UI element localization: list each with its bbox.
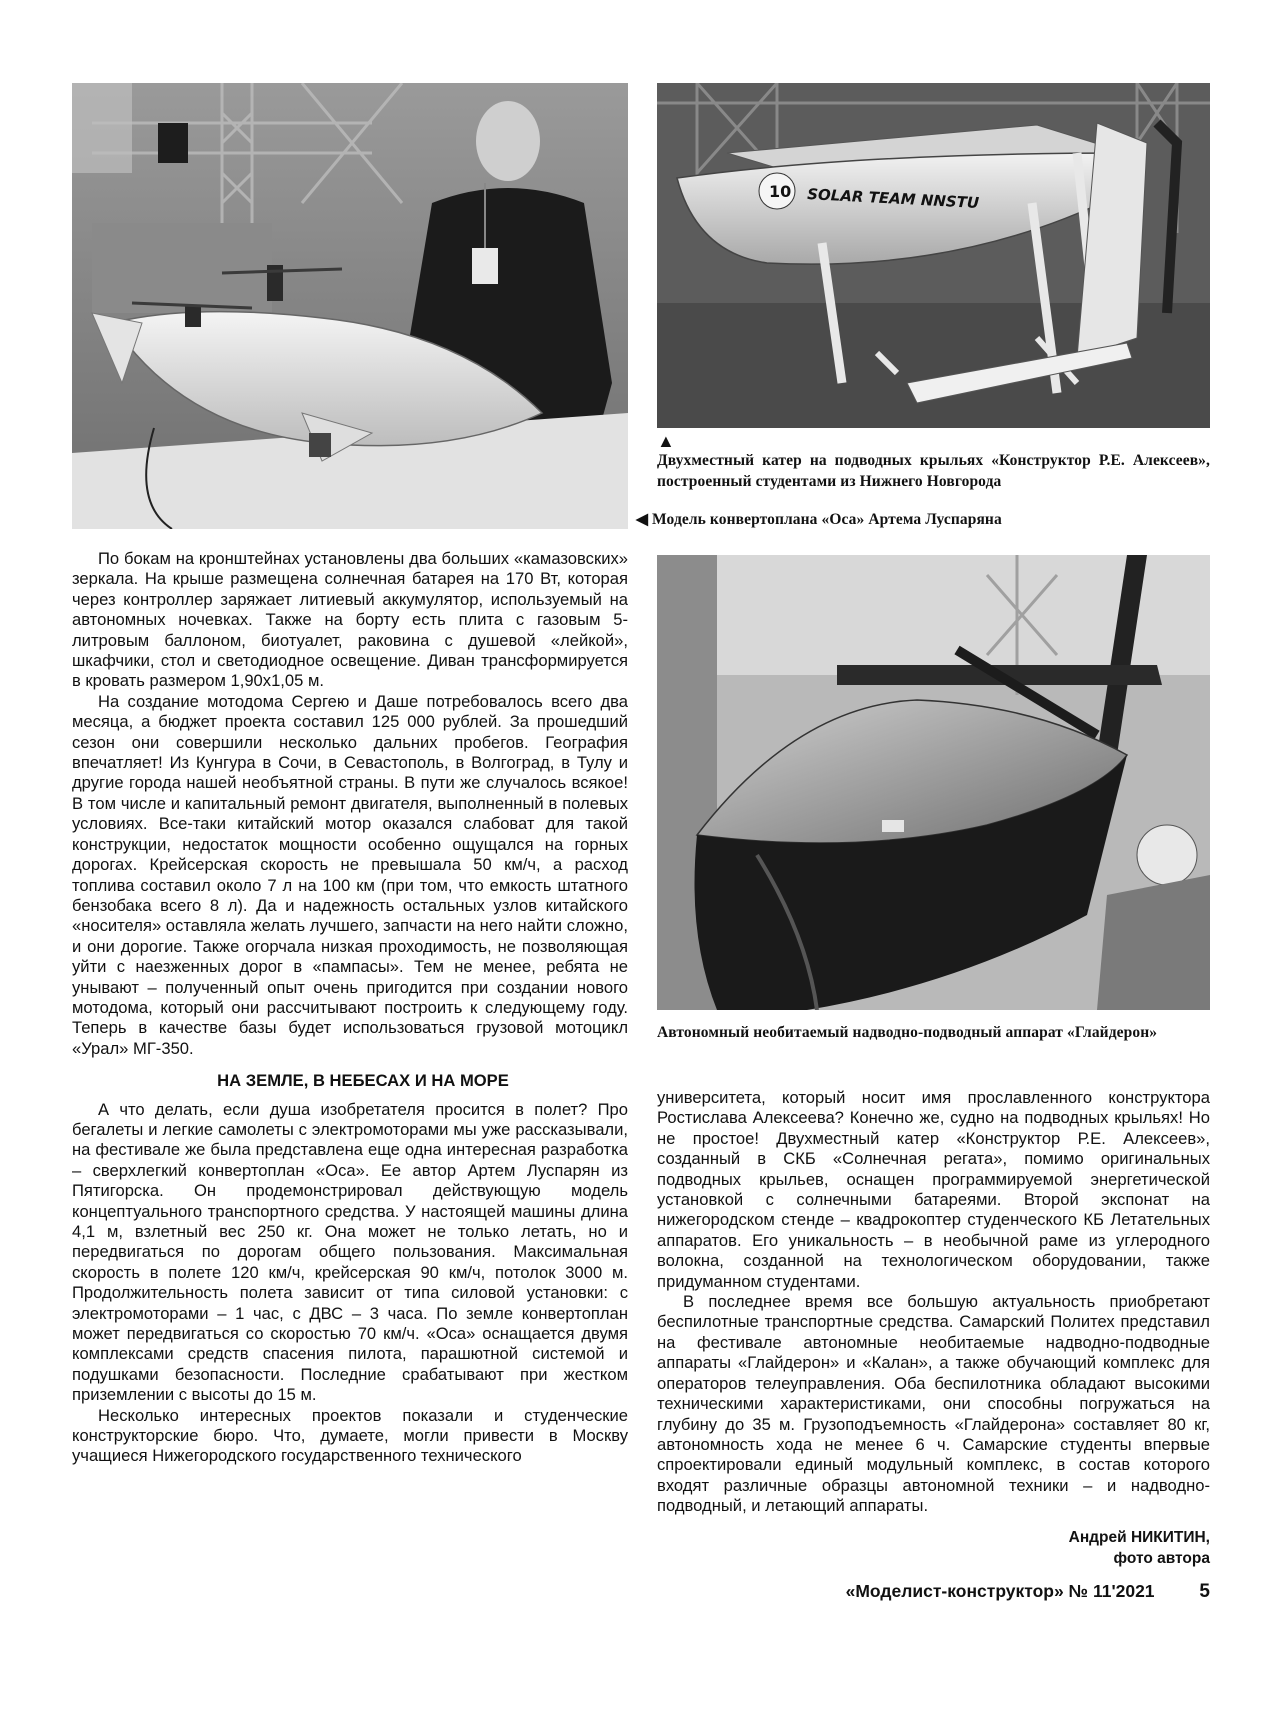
- signature: [657, 1527, 1210, 1569]
- page-number: 5: [1199, 1581, 1210, 1602]
- boat-number: 10: [769, 182, 792, 201]
- photo-credit: фото автора: [1113, 1549, 1210, 1567]
- caption-boat: [657, 432, 1210, 492]
- paragraph-camper-equipment: По бокам на кронштейнах установлены два больших «камазовских» зеркала. На крыше размещена солнечная батарея на 170 Вт, которая через контроллер заряжает литиевый аккумулятор, используемый на автономных ночевках. Также на борту есть плита с газовым 5-литровым баллоном, биотуалет, раковина с душевой «лейкой», шкафчики, стол и светодиодное освещение. Диван трансформируется в кровать размером 1,90х1,05 м.: [72, 549, 628, 691]
- paragraph-student-bureaus: Несколько интересных проектов показали и студенческие конструкторские бюро. Что, думаете, могли привести в Москву учащиеся Нижегородского государственного технического: [72, 1405, 628, 1466]
- boat-hull-lettering: SOLAR TEAM NNSTU: [806, 185, 980, 212]
- arrow-up-icon: ▲: [657, 431, 675, 451]
- article-column-left: [72, 549, 628, 1467]
- photo-hydrofoil-boat: [657, 83, 1210, 428]
- author-name: Андрей НИКИТИН,: [1068, 1528, 1210, 1546]
- caption-glideron: Автономный необитаемый надводно-подводный аппарат «Глайдерон»: [657, 1024, 1158, 1041]
- caption-osa: [636, 509, 1216, 530]
- photo-osa-convertiplane: [72, 83, 628, 529]
- arrow-left-icon: ◀: [636, 511, 649, 528]
- article-column-right: [657, 1088, 1210, 1569]
- caption-boat-text: Двухместный катер на подводных крыльях «Конструктор Р.Е. Алексеев», построенный студентами из Нижнего Новгорода: [657, 452, 1210, 490]
- magazine-issue: «Моделист-конструктор» № 11'2021: [845, 1581, 1155, 1601]
- section-heading: НА ЗЕМЛЕ, В НЕБЕСАХ И НА МОРЕ: [217, 1071, 509, 1091]
- paragraph-camper-travels: На создание мотодома Сергею и Даше потребовалось всего два месяца, а бюджет проекта составил 125 000 рублей. За прошедший сезон они совершили несколько дальних пробегов. География впечатляет! Из Кунгура в Сочи, в Севастополь, в Волгоград, в Тулу и другие города нашей необъятной страны. В пути же случалось всякое! В том числе и капитальный ремонт двигателя, выполненный в полевых условиях. Все-таки китайский мотор оказался слабоват для такой конструкции, недостаток мощности особенно ощущался на горных дорогах. Крейсерская скорость не превышала 50 км/ч, а расход топлива составил около 7 л на 100 км (при том, что емкость штатного бензобака всего 8 л). Да и надежность остальных узлов китайского «носителя» оставляла желать лучшего, запчасти на него найти сложно, и они дорогие. Также огорчала низкая проходимость, не позволяющая уйти с наезженных дорог в «пампасы». Тем не менее, ребята не унывают – полученный опыт очень пригодится при создании нового мотодома, который они рассчитывают построить к следующему году. Теперь в качестве базы будет использоваться грузовой мотоцикл «Урал» МГ-350.: [72, 691, 628, 1058]
- caption-osa-text: Модель конвертоплана «Оса» Артема Луспаряна: [652, 511, 1002, 528]
- photo-glideron: [657, 555, 1210, 1010]
- paragraph-unmanned: В последнее время все большую актуальность приобретают беспилотные транспортные средства. Самарский Политех представил на фестивале автономные необитаемые надводно-подводные аппараты «Глайдерон» и «Калан», а также обучающий комплекс для операторов телеуправления. Оба беспилотника обладают высокими техническими характеристиками, они способны погружаться на глубину до 35 м. Грузоподъемность «Глайдерона» составляет 80 кг, автономность хода не менее 6 ч. Самарские студенты впервые спроектировали единый модульный комплекс, в состав которого входят различные образцы автономной техники – и надводно-подводный, и летающий аппараты.: [657, 1292, 1210, 1516]
- paragraph-hydrofoil: университета, который носит имя прославленного конструктора Ростислава Алексеева? Конечно же, судно на подводных крыльях! Но не простое! Двухместный катер «Конструктор Р.Е. Алексеев», созданный в СКБ «Солнечная регата», помимо оригинальных подводных крыльев, оснащен программируемой энергетической установкой с солнечными батареями. Второй экспонат на нижегородском стенде – квадрокоптер студенческого КБ Летательных аппаратов. Его уникальность – в необычной раме из углеродного волокна, созданной на технологическом оборудовании, также придуманном студентами.: [657, 1088, 1210, 1291]
- paragraph-osa: А что делать, если душа изобретателя просится в полет? Про бегалеты и легкие самолеты с электромоторами мы уже рассказывали, на фестивале же была представлена еще одна интересная разработка – сверхлегкий конвертоплан «Оса». Ее автор Артем Луспарян из Пятигорска. Он продемонстрировал действующую модель концептуального транспортного средства. У настоящей машины длина 4,1 м, взлетный вес 250 кг. Она может не только летать, но и передвигаться по дорогам общего пользования. Максимальная скорость в полете 120 км/ч, крейсерская 90 км/ч, потолок 3000 м. Продолжительность полета зависит от типа силовой установки: с электромоторами – 1 час, с ДВС – 3 часа. По земле конвертоплан может передвигаться со скоростью 70 км/ч. «Оса» оснащается двумя комплексами средств спасения пилота, парашютной системой и подушками безопасности. Последние срабатывают при жестком приземлении с высоты до 15 м.: [72, 1099, 628, 1405]
- page-footer: [0, 1581, 1210, 1603]
